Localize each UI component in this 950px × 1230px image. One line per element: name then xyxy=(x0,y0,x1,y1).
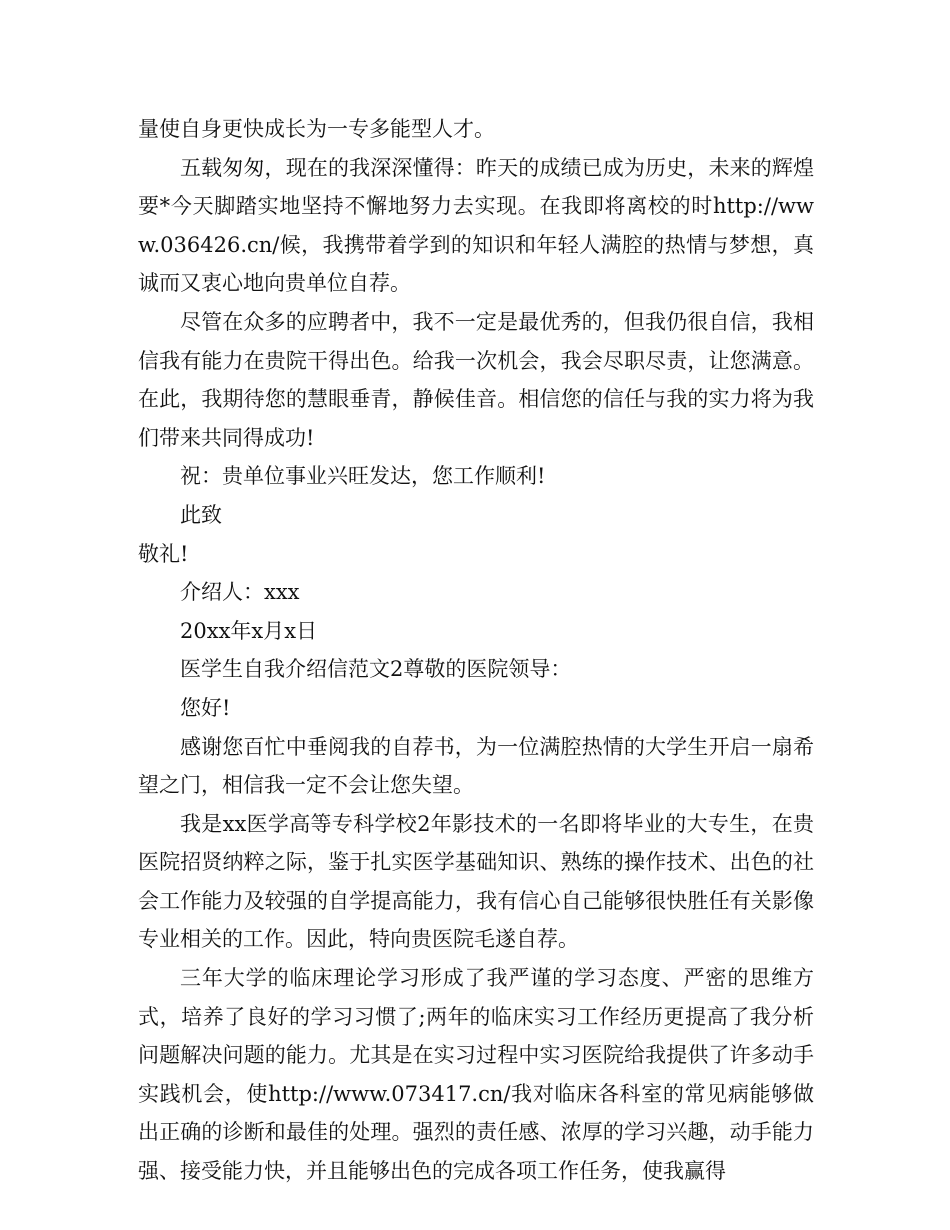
paragraph: 五载匆匆，现在的我深深懂得：昨天的成绩已成为历史，未来的辉煌要*今天脚踏实地坚持不懈地努力去实现。在我即将离校的时http://www.036426.cn/候，我携带着学到的知识和年轻人满腔的热情与梦想，真诚而又衷心地向贵单位自荐。 xyxy=(138,155,814,296)
signature-line: 介绍人：xxx xyxy=(180,580,300,605)
date-line: 20xx年x月x日 xyxy=(180,618,318,643)
greeting: 您好! xyxy=(180,695,231,720)
paragraph: 量使自身更快成长为一专多能型人才。 xyxy=(138,117,495,141)
document-body xyxy=(138,110,814,1191)
paragraph: 感谢您百忙中垂阅我的自荐书，为一位满腔热情的大学生开启一扇希望之门，相信我一定不会让您失望。 xyxy=(138,734,814,798)
section-heading: 医学生自我介绍信范文2尊敬的医院领导： xyxy=(180,657,572,682)
paragraph: 三年大学的临床理论学习形成了我严谨的学习态度、严密的思维方式，培养了良好的学习习惯了;两年的临床实习工作经历更提高了我分析问题解决问题的能力。尤其是在实习过程中实习医院给我提供了许多动手实践机会，使http://www.073417.cn/我对临床各科室的常见病能够做出正确的诊断和最佳的处理。强烈的责任感、浓厚的学习兴趣，动手能力强、接受能力快，并且能够出色的完成各项工作任务，使我赢得 xyxy=(138,966,814,1184)
paragraph: 我是xx医学高等专科学校2年影技术的一名即将毕业的大专生，在贵医院招贤纳粹之际，鉴于扎实医学基础知识、熟练的操作技术、出色的社会工作能力及较强的自学提高能力，我有信心自己能够很快胜任有关影像专业相关的工作。因此，特向贵医院毛遂自荐。 xyxy=(138,811,814,952)
closing-salutation: 此致 xyxy=(180,502,222,527)
paragraph: 尽管在众多的应聘者中，我不一定是最优秀的，但我仍很自信，我相信我有能力在贵院干得出色。给我一次机会，我会尽职尽责，让您满意。在此，我期待您的慧眼垂青，静候佳音。相信您的信任与我的实力将为我们带来共同得成功! xyxy=(138,309,814,450)
closing-respect: 敬礼! xyxy=(138,541,189,566)
closing-wish: 祝：贵单位事业兴旺发达，您工作顺利! xyxy=(180,464,546,489)
